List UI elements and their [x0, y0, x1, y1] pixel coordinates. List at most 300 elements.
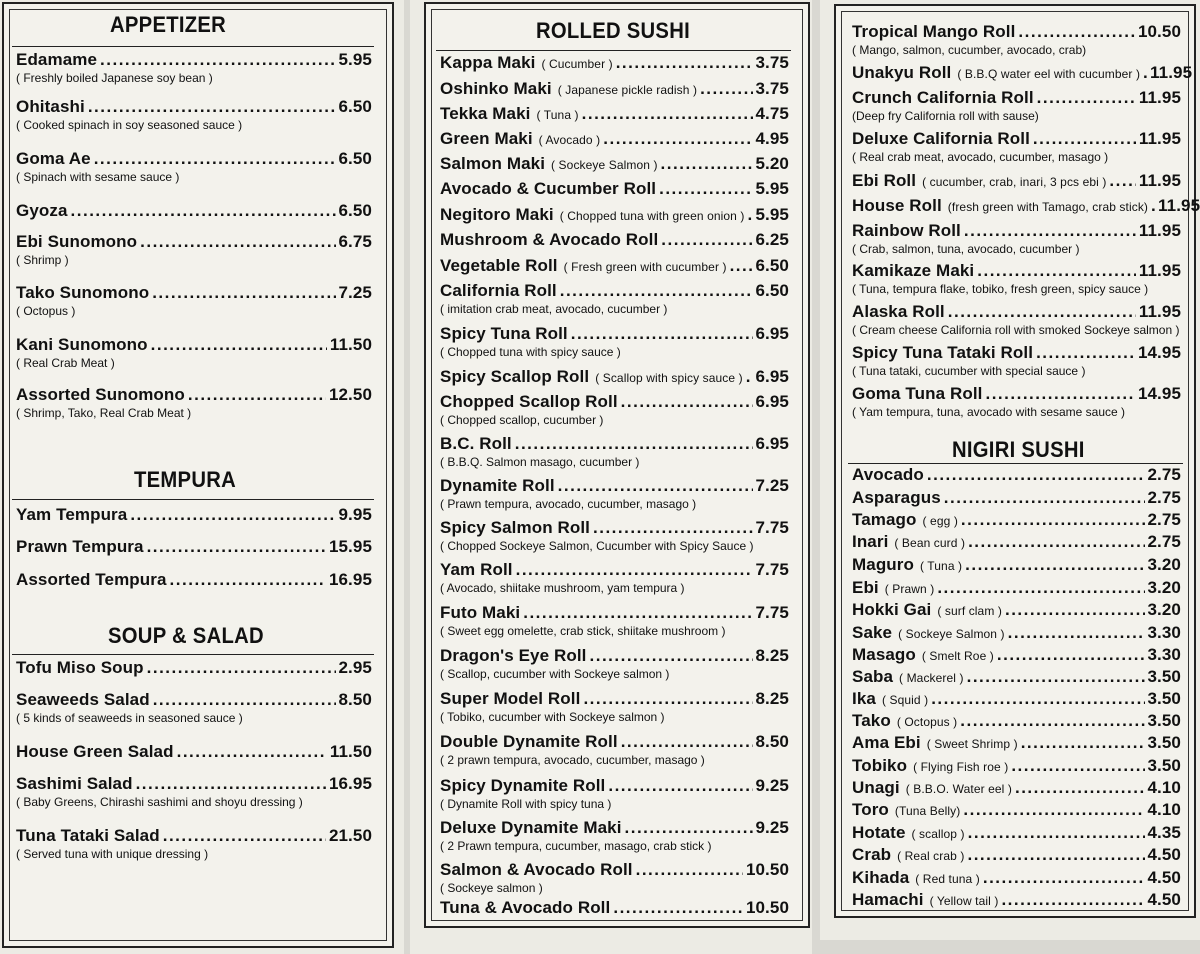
menu-item-name: Ama Ebi [852, 733, 921, 752]
section-divider [12, 46, 374, 47]
dot-leader [100, 50, 335, 70]
menu-item-name: Ohitashi [16, 97, 85, 116]
dot-leader [515, 434, 753, 454]
menu-item [440, 860, 789, 895]
section-title: ROLLED SUSHI [536, 18, 690, 43]
menu-item-price: 2.95 [338, 658, 372, 677]
menu-item [852, 384, 1181, 419]
menu-item-row [852, 800, 1181, 820]
menu-item-note: ( Yellow tail ) [929, 894, 999, 908]
menu-item-price: 11.50 [329, 742, 372, 761]
menu-item-description: ( Octopus ) [16, 304, 76, 318]
section-title: NIGIRI SUSHI [952, 437, 1085, 462]
menu-item-name: Ebi Sunomono [16, 232, 138, 251]
menu-item-price: 6.95 [755, 392, 789, 411]
menu-item-name: Super Model Roll [440, 689, 581, 708]
section-divider [436, 50, 791, 51]
menu-item-price: 11.95 [1158, 196, 1200, 215]
menu-item-note: ( B.B.O. Water eel ) [905, 782, 1012, 796]
dot-leader [961, 510, 1145, 530]
menu-item [440, 518, 789, 553]
menu-item-name: Tuna & Avocado Roll [440, 898, 611, 917]
menu-item [852, 689, 1181, 709]
menu-item-name: Hokki Gai [852, 600, 932, 619]
menu-item-description: ( Scallop, cucumber with Sockeye salmon ) [440, 667, 670, 681]
menu-item-price: 2.75 [1147, 532, 1181, 551]
menu-item-price: 3.20 [1147, 578, 1181, 597]
menu-item-row [440, 324, 789, 344]
menu-item-name: Spicy Tuna Roll [440, 324, 568, 343]
menu-item-price: 8.50 [755, 732, 789, 751]
menu-item-note: ( Smelt Roe ) [921, 649, 994, 663]
menu-item-price: 6.50 [338, 201, 372, 220]
menu-item-note: ( cucumber, crab, inari, 3 pcs ebi ) [922, 175, 1107, 189]
menu-item-name: Hotate [852, 823, 906, 842]
menu-item [440, 104, 789, 124]
menu-item-row [16, 658, 372, 678]
menu-item-description: ( Sweet egg omelette, crab stick, shiitake mushroom ) [440, 624, 726, 638]
menu-item-row [440, 776, 789, 796]
menu-item-description: ( Tobiko, cucumber with Sockeye salmon ) [440, 710, 665, 724]
menu-item-description: ( imitation crab meat, avocado, cucumber ) [440, 302, 668, 316]
menu-item-row [852, 196, 1200, 216]
menu-item [440, 560, 789, 595]
menu-item-row [16, 774, 372, 794]
menu-item-name: Tekka Maki [440, 104, 531, 123]
menu-item-price: 4.95 [755, 129, 789, 148]
menu-item [852, 171, 1181, 191]
menu-item-price: 3.20 [1147, 600, 1181, 619]
menu-item-row [852, 778, 1181, 798]
dot-leader [1037, 88, 1136, 108]
menu-item-row [852, 488, 1181, 508]
menu-item-price: 6.50 [755, 281, 789, 300]
dot-leader [88, 97, 336, 117]
menu-item [16, 385, 372, 420]
menu-item [440, 256, 789, 276]
menu-item-row [852, 171, 1181, 191]
menu-item [852, 129, 1181, 164]
menu-item-row [852, 667, 1181, 687]
dot-leader [1109, 171, 1135, 191]
menu-item-price: 10.50 [1137, 22, 1181, 41]
dot-leader [613, 898, 743, 918]
section-divider [12, 499, 374, 500]
dot-leader [603, 129, 752, 149]
menu-item [852, 578, 1181, 598]
menu-item-row [16, 335, 372, 355]
menu-item-price: 7.75 [755, 603, 789, 622]
menu-item-name: House Roll [852, 196, 942, 215]
menu-item-price: 2.75 [1147, 465, 1181, 484]
menu-item-note: (fresh green with Tamago, crab stick) [947, 200, 1149, 214]
menu-item [16, 283, 372, 318]
menu-item-name: Inari [852, 532, 889, 551]
menu-item-name: Tobiko [852, 756, 908, 775]
menu-item-row [440, 860, 789, 880]
dot-leader [968, 823, 1145, 843]
menu-item-row [852, 302, 1181, 322]
menu-item-name: Tofu Miso Soup [16, 658, 144, 677]
menu-item-price: 11.95 [1138, 129, 1181, 148]
menu-item-description: ( 5 kinds of seaweeds in seasoned sauce ) [16, 711, 243, 725]
menu-item-price: 7.25 [755, 476, 789, 495]
menu-item [440, 53, 789, 73]
menu-item-price: 6.50 [338, 149, 372, 168]
dot-leader [1005, 600, 1145, 620]
menu-item-price: 5.95 [338, 50, 372, 69]
menu-item [852, 302, 1181, 337]
menu-item-price: 16.95 [328, 570, 372, 589]
dot-leader [964, 221, 1136, 241]
menu-item-row [440, 256, 789, 276]
menu-item-row [440, 476, 789, 496]
dot-leader [94, 149, 336, 169]
menu-item [440, 603, 789, 638]
menu-item-row [852, 823, 1181, 843]
dot-leader [136, 774, 326, 794]
dot-leader [140, 232, 335, 252]
menu-item-price: 3.50 [1147, 689, 1181, 708]
menu-item-price: 3.75 [755, 53, 789, 72]
menu-item-note: ( Sockeye Salmon ) [551, 158, 658, 172]
dot-leader [1001, 890, 1144, 910]
menu-item-row [16, 826, 372, 846]
menu-item-name: B.C. Roll [440, 434, 512, 453]
menu-item-description: ( Real Crab Meat ) [16, 356, 115, 370]
menu-item-price: 2.75 [1147, 510, 1181, 529]
menu-item-name: Goma Tuna Roll [852, 384, 983, 403]
dot-leader [944, 488, 1145, 508]
dot-leader [1021, 733, 1145, 753]
menu-item-price: 10.50 [745, 860, 789, 879]
menu-item-note: ( Prawn ) [884, 582, 935, 596]
menu-item-name: Saba [852, 667, 894, 686]
menu-item [852, 532, 1181, 552]
section-divider [12, 654, 374, 655]
menu-item-price: 6.95 [755, 324, 789, 343]
menu-item [440, 230, 789, 250]
menu-item-row [852, 343, 1181, 363]
menu-item-description: ( Cooked spinach in soy seasoned sauce ) [16, 118, 243, 132]
dot-leader [147, 658, 336, 678]
menu-item [440, 154, 789, 174]
dot-leader [1151, 196, 1155, 216]
dot-leader [661, 154, 753, 174]
menu-item-row [16, 505, 372, 525]
menu-item-price: 3.50 [1147, 711, 1181, 730]
dot-leader [730, 256, 753, 276]
menu-item-row [852, 555, 1181, 575]
dot-leader [1015, 778, 1145, 798]
menu-item-price: 6.75 [338, 232, 372, 251]
menu-item-row [852, 756, 1181, 776]
menu-item [16, 335, 372, 370]
menu-item-name: Assorted Tempura [16, 570, 167, 589]
menu-item-note: ( surf clam ) [937, 604, 1002, 618]
dot-leader [621, 392, 753, 412]
dot-leader [977, 261, 1136, 281]
menu-item [852, 555, 1181, 575]
menu-item-row [852, 63, 1193, 83]
menu-item-price: 21.50 [328, 826, 372, 845]
menu-item-row [852, 890, 1181, 910]
menu-item-price: 3.50 [1147, 667, 1181, 686]
menu-item-note: ( egg ) [922, 514, 958, 528]
menu-item-row [440, 154, 789, 174]
menu-item-note: ( B.B.Q water eel with cucumber ) [957, 67, 1141, 81]
menu-item-price: 7.25 [338, 283, 372, 302]
dot-leader [931, 689, 1144, 709]
menu-item-price: 4.10 [1147, 800, 1181, 819]
menu-item-row [852, 711, 1181, 731]
menu-item-row [852, 22, 1181, 42]
menu-item-row [852, 510, 1181, 530]
menu-item-price: 3.50 [1147, 756, 1181, 775]
menu-item-price: 11.95 [1138, 302, 1181, 321]
dot-leader [152, 283, 335, 303]
menu-item [16, 742, 372, 762]
menu-item [852, 667, 1181, 687]
menu-item-row [440, 603, 789, 623]
menu-item-price: 14.95 [1137, 343, 1181, 362]
menu-item [16, 570, 372, 590]
dot-leader [147, 537, 326, 557]
menu-item-price: 8.50 [338, 690, 372, 709]
menu-item-name: Kamikaze Maki [852, 261, 975, 280]
menu-item-name: Spicy Scallop Roll [440, 367, 590, 386]
menu-item [440, 205, 789, 225]
dot-leader [659, 179, 752, 199]
dot-leader [625, 818, 753, 838]
dot-leader [608, 776, 752, 796]
menu-item-price: 4.75 [755, 104, 789, 123]
menu-item-name: Unagi [852, 778, 900, 797]
menu-item-description: ( Chopped Sockeye Salmon, Cucumber with Spicy Sauce ) [440, 539, 754, 553]
menu-item-price: 4.35 [1147, 823, 1181, 842]
menu-item-description: ( Served tuna with unique dressing ) [16, 847, 209, 861]
menu-item-name: Spicy Dynamite Roll [440, 776, 606, 795]
dot-leader [1143, 63, 1147, 83]
menu-item [852, 800, 1181, 820]
menu-item-description: ( Tuna, tempura flake, tobiko, fresh green, spicy sauce ) [852, 282, 1149, 296]
menu-item-row [852, 600, 1181, 620]
menu-item [852, 890, 1181, 910]
dot-leader [558, 476, 753, 496]
menu-item-description: ( Spinach with sesame sauce ) [16, 170, 180, 184]
menu-item-row [16, 201, 372, 221]
menu-item [16, 658, 372, 678]
menu-item-name: Edamame [16, 50, 98, 69]
menu-item [852, 756, 1181, 776]
menu-item-row [16, 742, 372, 762]
menu-item-price: 12.50 [328, 385, 372, 404]
section-divider [848, 463, 1183, 464]
menu-item-name: Dynamite Roll [440, 476, 555, 495]
menu-item-row [852, 129, 1181, 149]
menu-item-price: 4.50 [1147, 845, 1181, 864]
menu-item-name: Sake [852, 623, 893, 642]
dot-leader [661, 230, 752, 250]
menu-item-price: 6.50 [338, 97, 372, 116]
dot-leader [967, 667, 1145, 687]
menu-item-row [440, 205, 789, 225]
menu-item-note: ( Bean curd ) [894, 536, 966, 550]
menu-item-name: Chopped Scallop Roll [440, 392, 618, 411]
menu-item-name: Yam Roll [440, 560, 513, 579]
dot-leader [153, 690, 336, 710]
dot-leader [700, 79, 752, 99]
menu-item-price: 14.95 [1137, 384, 1181, 403]
menu-item-name: Spicy Salmon Roll [440, 518, 591, 537]
menu-item [852, 600, 1181, 620]
menu-item-description: ( Real crab meat, avocado, cucumber, masago ) [852, 150, 1109, 164]
menu-item-name: Tako Sunomono [16, 283, 150, 302]
menu-item-price: 6.95 [755, 434, 789, 453]
menu-item-note: ( Sweet Shrimp ) [926, 737, 1018, 751]
menu-item [440, 732, 789, 767]
menu-item-price: 6.25 [755, 230, 789, 249]
menu-item-price: 2.75 [1147, 488, 1181, 507]
menu-item-name: Masago [852, 645, 916, 664]
menu-item [852, 868, 1181, 888]
menu-item-description: ( Prawn tempura, avocado, cucumber, masago ) [440, 497, 697, 511]
menu-item-row [16, 385, 372, 405]
menu-item-name: Futo Maki [440, 603, 521, 622]
menu-item-name: Oshinko Maki [440, 79, 552, 98]
menu-item [440, 689, 789, 724]
menu-item-note: (Tuna Belly) [894, 804, 961, 818]
menu-item-row [852, 689, 1181, 709]
menu-item [440, 281, 789, 316]
menu-item-price: 6.50 [755, 256, 789, 275]
menu-item-price: 6.95 [755, 367, 789, 386]
menu-item-description: ( Shrimp ) [16, 253, 69, 267]
menu-item-row [440, 518, 789, 538]
menu-item-row [440, 434, 789, 454]
menu-item [440, 324, 789, 359]
dot-leader [963, 800, 1144, 820]
menu-item-price: 11.95 [1150, 63, 1193, 82]
dot-leader [927, 465, 1145, 485]
dot-leader [593, 518, 752, 538]
menu-item-name: Tuna Tataki Salad [16, 826, 160, 845]
dot-leader [516, 560, 753, 580]
menu-item-description: ( Yam tempura, tuna, avocado with sesame sauce ) [852, 405, 1126, 419]
menu-item-row [440, 818, 789, 838]
menu-item-price: 3.50 [1147, 733, 1181, 752]
menu-item-price: 3.30 [1147, 623, 1181, 642]
menu-item-row [440, 732, 789, 752]
menu-item-price: 3.30 [1147, 645, 1181, 664]
menu-item [16, 149, 372, 184]
dot-leader [71, 201, 336, 221]
menu-item-description: ( B.B.Q. Salmon masago, cucumber ) [440, 455, 640, 469]
dot-leader [937, 578, 1144, 598]
dot-leader [560, 281, 753, 301]
menu-item-description: ( Shrimp, Tako, Real Crab Meat ) [16, 406, 192, 420]
menu-item-name: Ika [852, 689, 876, 708]
menu-item-price: 11.50 [329, 335, 372, 354]
section-title: APPETIZER [110, 12, 227, 37]
menu-item-note: ( Octopus ) [896, 715, 958, 729]
menu-item-price: 9.25 [755, 818, 789, 837]
menu-item-name: Ebi Roll [852, 171, 917, 190]
menu-item-name: Assorted Sunomono [16, 385, 185, 404]
menu-item-row [852, 845, 1181, 865]
menu-item-row [440, 79, 789, 99]
menu-item-description: ( Freshly boiled Japanese soy bean ) [16, 71, 213, 85]
menu-item-name: House Green Salad [16, 742, 174, 761]
dot-leader [590, 646, 753, 666]
menu-item-note: ( Flying Fish roe ) [913, 760, 1009, 774]
menu-item-note: ( Japanese pickle radish ) [557, 83, 698, 97]
menu-item-name: Spicy Tuna Tataki Roll [852, 343, 1034, 362]
menu-item-price: 11.95 [1138, 221, 1181, 240]
dot-leader [163, 826, 326, 846]
dot-leader [636, 860, 743, 880]
menu-item-row [16, 97, 372, 117]
dot-leader [177, 742, 327, 762]
menu-item [440, 129, 789, 149]
menu-item [852, 778, 1181, 798]
menu-item [852, 196, 1200, 216]
menu-item-row [440, 560, 789, 580]
menu-item-name: Tropical Mango Roll [852, 22, 1016, 41]
menu-item [16, 774, 372, 809]
menu-item-description: ( Dynamite Roll with spicy tuna ) [440, 797, 612, 811]
menu-item-price: 11.95 [1138, 171, 1181, 190]
menu-item-row [440, 392, 789, 412]
menu-item-price: 7.75 [755, 560, 789, 579]
menu-item-name: Sashimi Salad [16, 774, 133, 793]
menu-item-price: 11.95 [1138, 261, 1181, 280]
menu-item-price: 5.20 [755, 154, 789, 173]
menu-item [852, 63, 1193, 83]
menu-item-row [852, 623, 1181, 643]
menu-item-price: 8.25 [755, 689, 789, 708]
menu-item-price: 8.25 [755, 646, 789, 665]
menu-item-note: ( Tuna ) [919, 559, 963, 573]
menu-item-description: ( Chopped tuna with spicy sauce ) [440, 345, 621, 359]
menu-item-row [852, 465, 1181, 485]
menu-item [16, 201, 372, 221]
menu-item-name: California Roll [440, 281, 557, 300]
menu-item [852, 88, 1181, 123]
dot-leader [746, 367, 753, 387]
menu-item-name: Toro [852, 800, 889, 819]
menu-item-note: ( Squid ) [881, 693, 929, 707]
menu-item-price: 4.50 [1147, 868, 1181, 887]
menu-item-description: ( Crab, salmon, tuna, avocado, cucumber ) [852, 242, 1080, 256]
menu-item-name: Avocado [852, 465, 924, 484]
menu-item-row [16, 537, 372, 557]
menu-item-name: Negitoro Maki [440, 205, 554, 224]
menu-item-row [852, 733, 1181, 753]
menu-item-note: ( Sockeye Salmon ) [898, 627, 1005, 641]
menu-item-name: Goma Ae [16, 149, 91, 168]
menu-item-row [852, 532, 1181, 552]
dot-leader [1018, 22, 1135, 42]
menu-item-name: Maguro [852, 555, 914, 574]
dot-leader [582, 104, 753, 124]
menu-item [440, 818, 789, 853]
menu-item-note: ( Avocado ) [538, 133, 601, 147]
dot-leader [616, 53, 753, 73]
menu-item-price: 9.95 [338, 505, 372, 524]
menu-item [852, 465, 1181, 485]
dot-leader [583, 689, 752, 709]
